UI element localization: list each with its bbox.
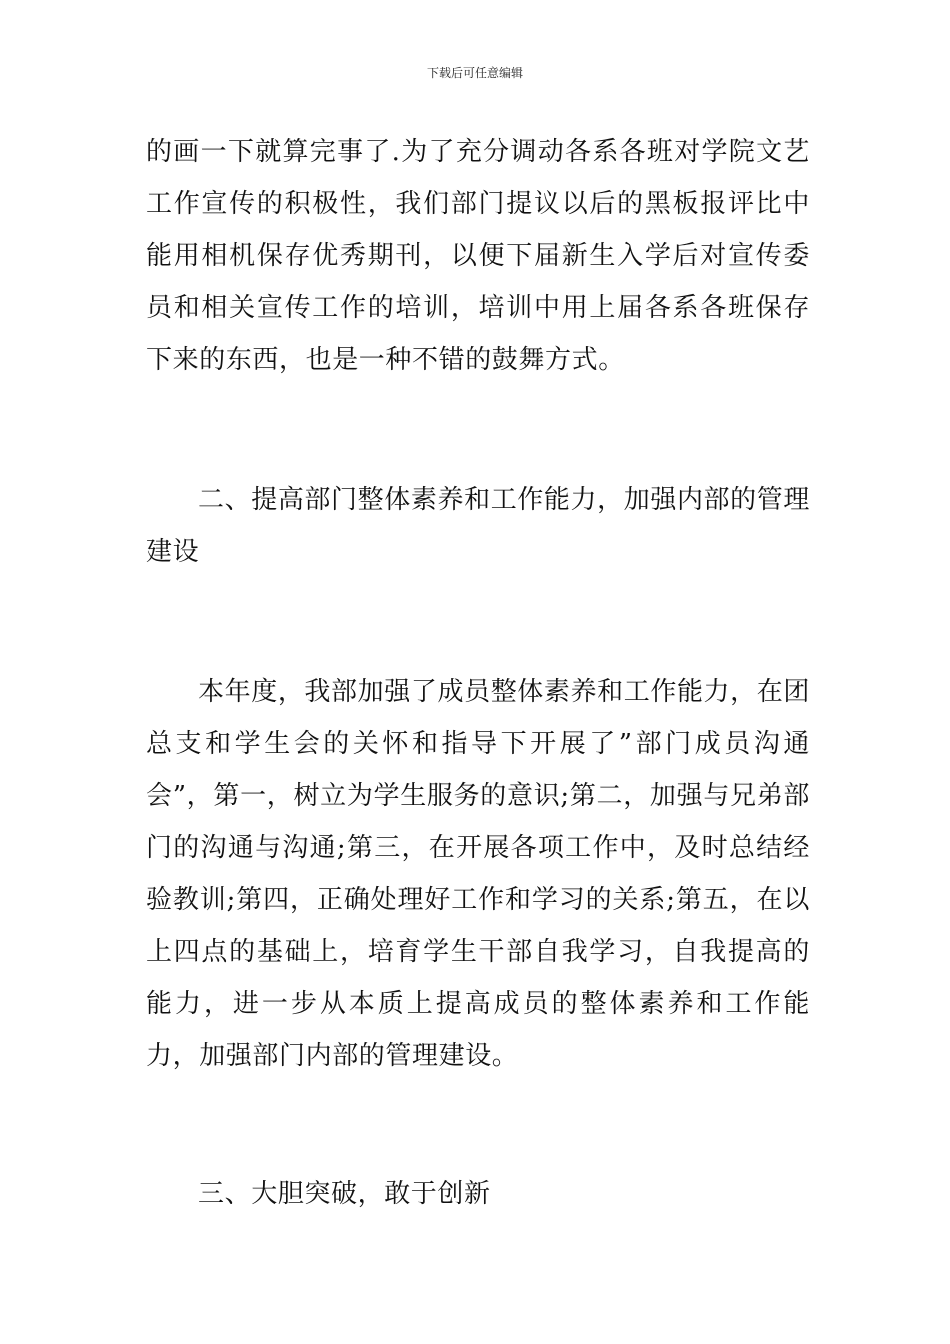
paragraph-section-2: 本年度，我部加强了成员整体素养和工作能力，在团总支和学生会的关怀和指导下开展了”部门成员沟通会”，第一，树立为学生服务的意识;第二，加强与兄弟部门的沟通与沟通;第三，在开展各项工作中，及时总结经验教训;第四，正确处理好工作和学习的关系;第五，在以上四点的基础上，培育学生干部自我学习，自我提高的能力，进一步从本质上提高成员的整体素养和工作能力，加强部门内部的管理建设。 <box>146 677 810 1071</box>
section-heading-3: 三、大胆突破，敢于创新 <box>198 1179 491 1209</box>
paragraph-continued: 的画一下就算完事了.为了充分调动各系各班对学院文艺工作宣传的积极性，我们部门提议以后的黑板报评比中能用相机保存优秀期刊，以便下届新生入学后对宣传委员和相关宣传工作的培训，培训中用上届各系各班保存下来的东西，也是一种不错的鼓舞方式。 <box>146 137 810 375</box>
document-body <box>146 126 810 1220</box>
spacer <box>146 1082 810 1168</box>
spacer <box>146 578 810 666</box>
section-heading-2: 二、提高部门整体素养和工作能力，加强内部的管理建设 <box>146 485 810 567</box>
page-header: 下载后可任意编辑 <box>426 66 523 80</box>
spacer <box>146 386 810 474</box>
